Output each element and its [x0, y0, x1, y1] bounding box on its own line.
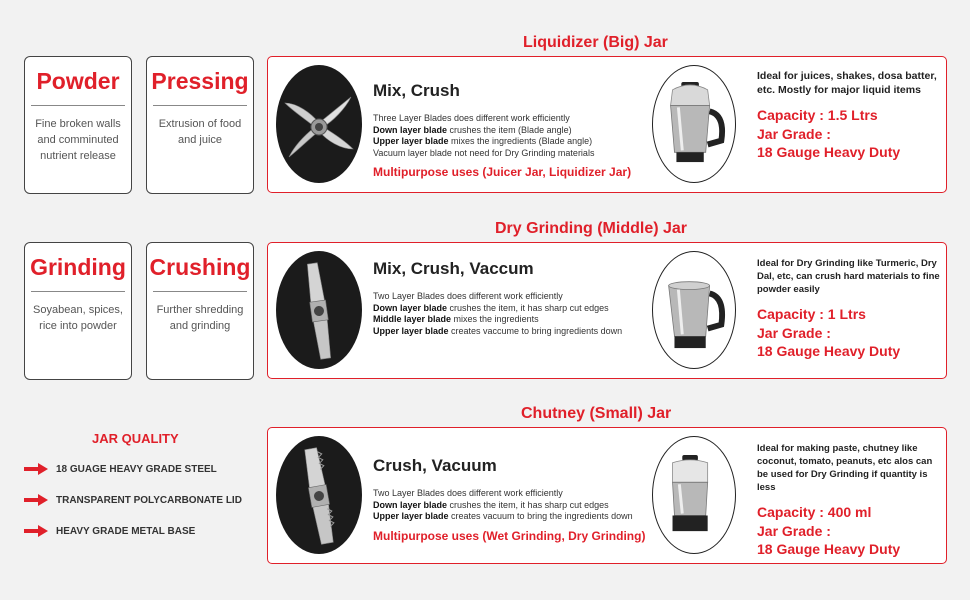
arrow-right-icon: [24, 463, 48, 475]
jar-panel-chutney: [267, 427, 947, 564]
multipurpose-uses: Multipurpose uses (Wet Grinding, Dry Grinding): [373, 528, 646, 543]
blade-details: [373, 81, 658, 179]
section-title-dry-grinding: Dry Grinding (Middle) Jar: [495, 220, 688, 237]
blade-description-line: Upper layer blade creates vacuum to bring the ingredients down: [373, 511, 633, 521]
blade-description-line: Two Layer Blades does different work efficiently: [373, 291, 563, 301]
jar-grade-label: Jar Grade :: [757, 325, 831, 341]
divider: [31, 291, 125, 292]
quality-item: [24, 524, 195, 538]
blade-description-line: Upper layer blade creates vaccume to bring ingredients down: [373, 325, 623, 336]
jar-grade-value: 18 Gauge Heavy Duty: [757, 343, 901, 359]
section-title-chutney: Chutney (Small) Jar: [521, 405, 672, 422]
feature-description: Fine broken walls and comminuted nutrient release: [35, 118, 121, 162]
feature-title: Pressing: [151, 68, 249, 94]
feature-description: Extrusion of food and juice: [158, 118, 242, 146]
blade-description-line: Down layer blade crushes the item (Blade angle): [373, 124, 572, 135]
quality-item-label: 18 GUAGE HEAVY GRADE STEEL: [56, 463, 217, 475]
jar-grade-label: Jar Grade :: [757, 126, 831, 142]
ideal-for-text: Ideal for making paste, chutney like coconut, tomato, peanuts, etc alos can be used for Dry Grinding if quantity is less: [757, 443, 933, 493]
feature-card-grinding: [24, 242, 132, 380]
medium-jar-icon: [652, 251, 736, 369]
quality-item-label: HEAVY GRADE METAL BASE: [56, 525, 196, 537]
jar-grade-value: 18 Gauge Heavy Duty: [757, 541, 901, 557]
blade-details: [373, 456, 658, 543]
arrow-right-icon: [24, 494, 48, 506]
jar-grade-label: Jar Grade :: [757, 523, 831, 539]
blade-description-line: Down layer blade crushes the item, it has sharp cut edges: [373, 499, 609, 510]
jar-specs: [757, 257, 945, 359]
jar-panel-dry-grinding: [267, 242, 947, 379]
quality-item: [24, 493, 242, 507]
ideal-for-text: Ideal for Dry Grinding like Turmeric, Dry Dal, etc, can crush hard materials to fine powder easily: [757, 258, 940, 295]
feature-description: Soyabean, spices, rice into powder: [33, 304, 123, 332]
jar-specs: [757, 69, 945, 160]
feature-title: Crushing: [149, 254, 251, 280]
jar-quality-title: JAR QUALITY: [92, 431, 179, 446]
blade-description-line: Middle layer blade mixes the ingredients: [373, 314, 539, 324]
quality-item-label: TRANSPARENT POLYCARBONATE LID: [56, 494, 242, 506]
feature-card-powder: [24, 56, 132, 194]
feature-card-pressing: [146, 56, 254, 194]
blade-description-line: Upper layer blade mixes the ingredients (Blade angle): [373, 136, 593, 146]
feature-title: Powder: [36, 68, 120, 94]
capacity: Capacity : 400 ml: [757, 504, 872, 520]
capacity: Capacity : 1.5 Ltrs: [757, 107, 878, 123]
blade-function-heading: Crush, Vacuum: [373, 456, 497, 475]
jar-panel-liquidizer: [267, 56, 947, 193]
blade-description-line: Down layer blade crushes the item, it has sharp cut edges: [373, 302, 609, 313]
blade-function-heading: Mix, Crush: [373, 81, 460, 100]
blade-description-line: Two Layer Blades does different work efficiently: [373, 488, 563, 498]
multipurpose-uses: Multipurpose uses (Juicer Jar, Liquidizer Jar): [373, 165, 632, 179]
blade-details: [373, 259, 658, 337]
divider: [153, 105, 247, 106]
divider: [31, 105, 125, 106]
jar-grade-value: 18 Gauge Heavy Duty: [757, 144, 901, 160]
two-wing-blade-icon: [276, 251, 362, 369]
blade-function-heading: Mix, Crush, Vaccum: [373, 259, 534, 278]
feature-description: Further shredding and grinding: [156, 304, 244, 332]
feature-title: Grinding: [30, 254, 126, 280]
ideal-for-text: Ideal for juices, shakes, dosa batter, etc. Mostly for major liquid items: [757, 70, 937, 96]
four-wing-blade-icon: [276, 65, 362, 183]
blade-description-line: Vacuum layer blade not need for Dry Grinding materials: [373, 147, 595, 158]
blade-description-line: Three Layer Blades does different work efficiently: [373, 113, 570, 123]
quality-item: [24, 462, 217, 476]
small-jar-icon: [652, 436, 736, 554]
divider: [153, 291, 247, 292]
serrated-blade-icon: [276, 436, 362, 554]
capacity: Capacity : 1 Ltrs: [757, 306, 866, 322]
section-title-liquidizer: Liquidizer (Big) Jar: [523, 34, 668, 51]
jar-specs: [757, 442, 945, 557]
large-jar-icon: [652, 65, 736, 183]
feature-card-crushing: [146, 242, 254, 380]
arrow-right-icon: [24, 525, 48, 537]
